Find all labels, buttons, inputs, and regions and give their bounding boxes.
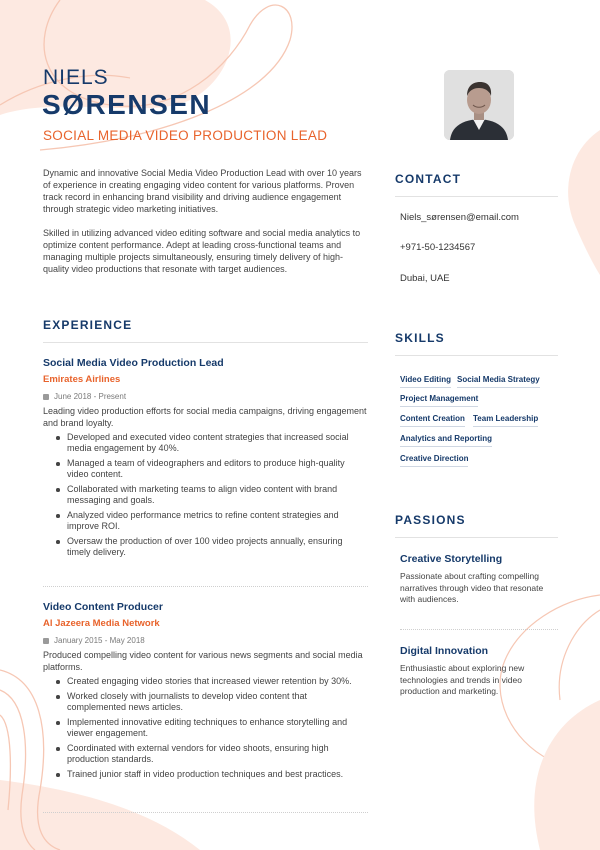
- first-name: NIELS: [43, 66, 109, 89]
- company-name: Al Jazeera Media Network: [43, 618, 160, 629]
- job-description: Leading video production efforts for social media campaigns, driving engagement and brand loyalty.: [43, 406, 367, 428]
- experience-divider: [43, 342, 368, 343]
- passion-description: Passionate about crafting compelling narratives through video that resonate with audiences.: [400, 571, 544, 604]
- list-item: Coordinated with external vendors for video shoots, ensuring high production standards.: [43, 743, 368, 765]
- job-title: SOCIAL MEDIA VIDEO PRODUCTION LEAD: [43, 128, 328, 143]
- contact-heading: CONTACT: [395, 172, 462, 186]
- calendar-icon: [43, 638, 49, 644]
- date-range: January 2015 - May 2018: [54, 636, 145, 645]
- skill-tag: Project Management: [400, 394, 478, 407]
- right-curve-line-2: [559, 610, 600, 700]
- skill-tag: Content Creation: [400, 414, 465, 427]
- contact-location: Dubai, UAE: [400, 273, 450, 284]
- bottom-left-blob: [0, 780, 200, 850]
- job-separator: [43, 812, 368, 813]
- summary-paragraph-1: Dynamic and innovative Social Media Video Production Lead with over 10 years of experience in creating engaging video content for various platforms. Proven track record in enhancing brand visibility and driving audience engagement through strategic video marketing initiatives.: [43, 168, 362, 214]
- job-achievements: [43, 432, 368, 558]
- skill-tag: Social Media Strategy: [457, 375, 540, 388]
- job-entry: [43, 601, 368, 784]
- profile-photo: [444, 70, 514, 140]
- summary-paragraph-2: Skilled in utilizing advanced video editing software and social media analytics to optimize content performance. Adept at leading cross-functional teams and managing multiple projects simultaneously, ensuring timely delivery of high-quality video productions that resonate with target audiences.: [43, 228, 361, 274]
- contact-email[interactable]: Niels_sørensen@email.com: [400, 212, 519, 223]
- passion-separator: [400, 629, 558, 630]
- right-blob: [568, 130, 600, 275]
- job-title: Video Content Producer: [43, 601, 163, 613]
- bottom-right-blob: [534, 700, 600, 850]
- passions-heading: PASSIONS: [395, 513, 466, 527]
- person-portrait-icon: [444, 70, 514, 140]
- job-dates: [43, 636, 368, 645]
- list-item: Created engaging video stories that increased viewer retention by 30%.: [43, 676, 368, 687]
- skill-tag: Team Leadership: [473, 414, 538, 427]
- list-item: Oversaw the production of over 100 video projects annually, ensuring timely delivery.: [43, 536, 368, 558]
- contact-divider: [395, 196, 558, 197]
- passions-divider: [395, 537, 558, 538]
- job-entry: [43, 357, 368, 562]
- skill-tag: Analytics and Reporting: [400, 434, 492, 447]
- skills-divider: [395, 355, 558, 356]
- job-title: Social Media Video Production Lead: [43, 357, 224, 369]
- list-item: Worked closely with journalists to develop video content that complemented news articles.: [43, 691, 368, 713]
- list-item: Analyzed video performance metrics to refine content strategies and improve ROI.: [43, 510, 368, 532]
- company-name: Emirates Airlines: [43, 374, 121, 385]
- last-name: SØRENSEN: [42, 89, 212, 120]
- job-dates: [43, 392, 368, 401]
- passion-title: Creative Storytelling: [400, 553, 503, 565]
- experience-heading: EXPERIENCE: [43, 318, 133, 332]
- job-description: Produced compelling video content for various news segments and social media platforms.: [43, 650, 363, 672]
- passion-description: Enthusiastic about exploring new technologies and trends in video production and marketing.: [400, 663, 525, 696]
- job-separator: [43, 586, 368, 587]
- list-item: Developed and executed video content strategies that increased social media engagement by 40%.: [43, 432, 368, 454]
- list-item: Collaborated with marketing teams to align video content with brand messaging and goals.: [43, 484, 368, 506]
- contact-phone[interactable]: +971-50-1234567: [400, 242, 476, 253]
- skill-tag: Video Editing: [400, 375, 451, 388]
- job-achievements: [43, 676, 368, 780]
- date-range: June 2018 - Present: [54, 392, 127, 401]
- skills-heading: SKILLS: [395, 331, 445, 345]
- skill-tag: Creative Direction: [400, 454, 468, 467]
- list-item: Trained junior staff in video production techniques and best practices.: [43, 769, 368, 780]
- list-item: Managed a team of videographers and editors to produce high-quality video content.: [43, 458, 368, 480]
- list-item: Implemented innovative editing techniques to enhance storytelling and viewer engagement.: [43, 717, 368, 739]
- passion-title: Digital Innovation: [400, 645, 489, 657]
- calendar-icon: [43, 394, 49, 400]
